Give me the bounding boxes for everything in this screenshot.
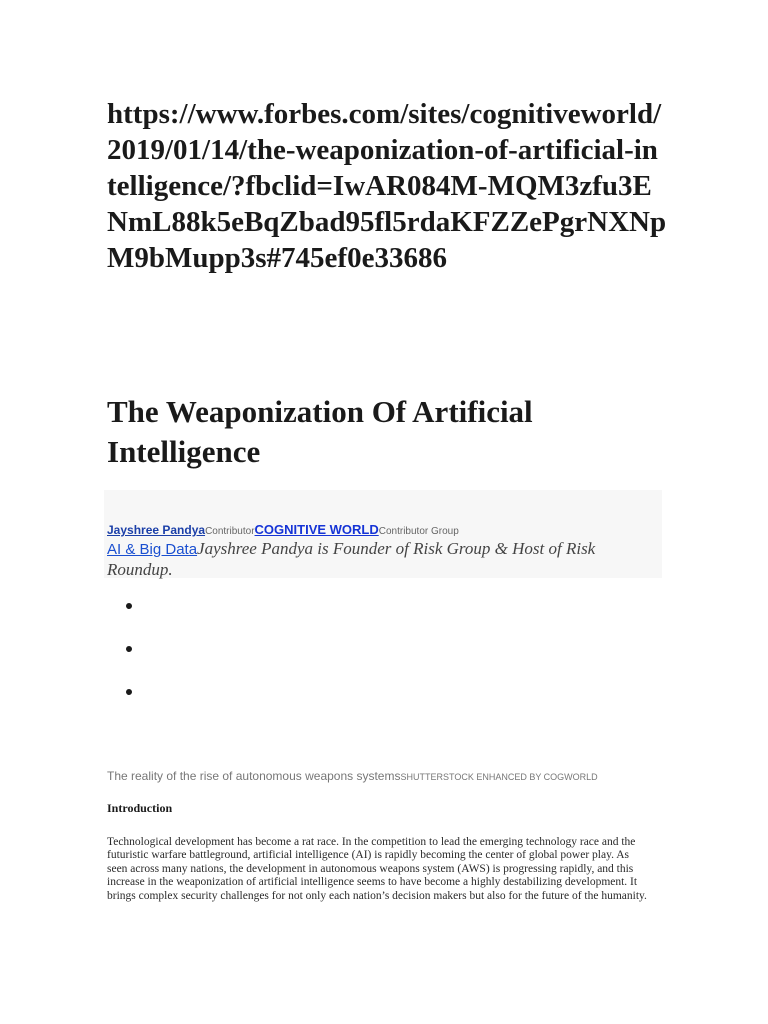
author-role: Contributor — [205, 526, 255, 537]
section-heading: Introduction — [107, 801, 173, 815]
byline-bio-line — [107, 539, 655, 581]
author-link[interactable]: Jayshree Pandya — [107, 523, 206, 537]
url-heading: https://www.forbes.com/sites/cognitiveworld/2019/01/14/the-weaponization-of-artificial-intelligence/?fbclid=IwAR084M-MQM3zfu3ENmL88k5eBqZbad95fl5rdaKFZZePgrNXNpM9bMupp3s#745ef0e33686 — [107, 98, 667, 274]
byline-authors — [107, 521, 459, 539]
caption-text: The reality of the rise of autonomous weapons systems — [107, 769, 401, 783]
bullet-marker — [126, 689, 132, 695]
group-role: Contributor Group — [378, 526, 459, 537]
author-bio: Jayshree Pandya is Founder of Risk Group & Host of Risk Roundup. — [107, 539, 596, 579]
article-title: The Weaponization Of Artificial Intelligence — [107, 394, 533, 469]
image-caption — [107, 767, 598, 785]
bullet-marker — [126, 603, 132, 609]
caption-credit: SHUTTERSTOCK ENHANCED BY COGWORLD — [400, 772, 598, 782]
byline-box — [104, 490, 662, 578]
topic-link[interactable]: AI & Big Data — [107, 541, 198, 558]
group-link[interactable]: COGNITIVE WORLD — [254, 522, 379, 537]
bullet-marker — [126, 646, 132, 652]
intro-paragraph: Technological development has become a rat race. In the competition to lead the emerging technology race and the futuristic warfare battleground, artificial intelligence (AI) is rapidly becoming the center of global power play. As seen across many nations, the development in autonomous weapons system (AWS) is progressing rapidly, and this increase in the weaponization of artificial intelligence seems to have become a highly destabilizing development. It brings complex security challenges for not only each nation’s decision makers but also for the future of the humanity. — [107, 836, 647, 902]
